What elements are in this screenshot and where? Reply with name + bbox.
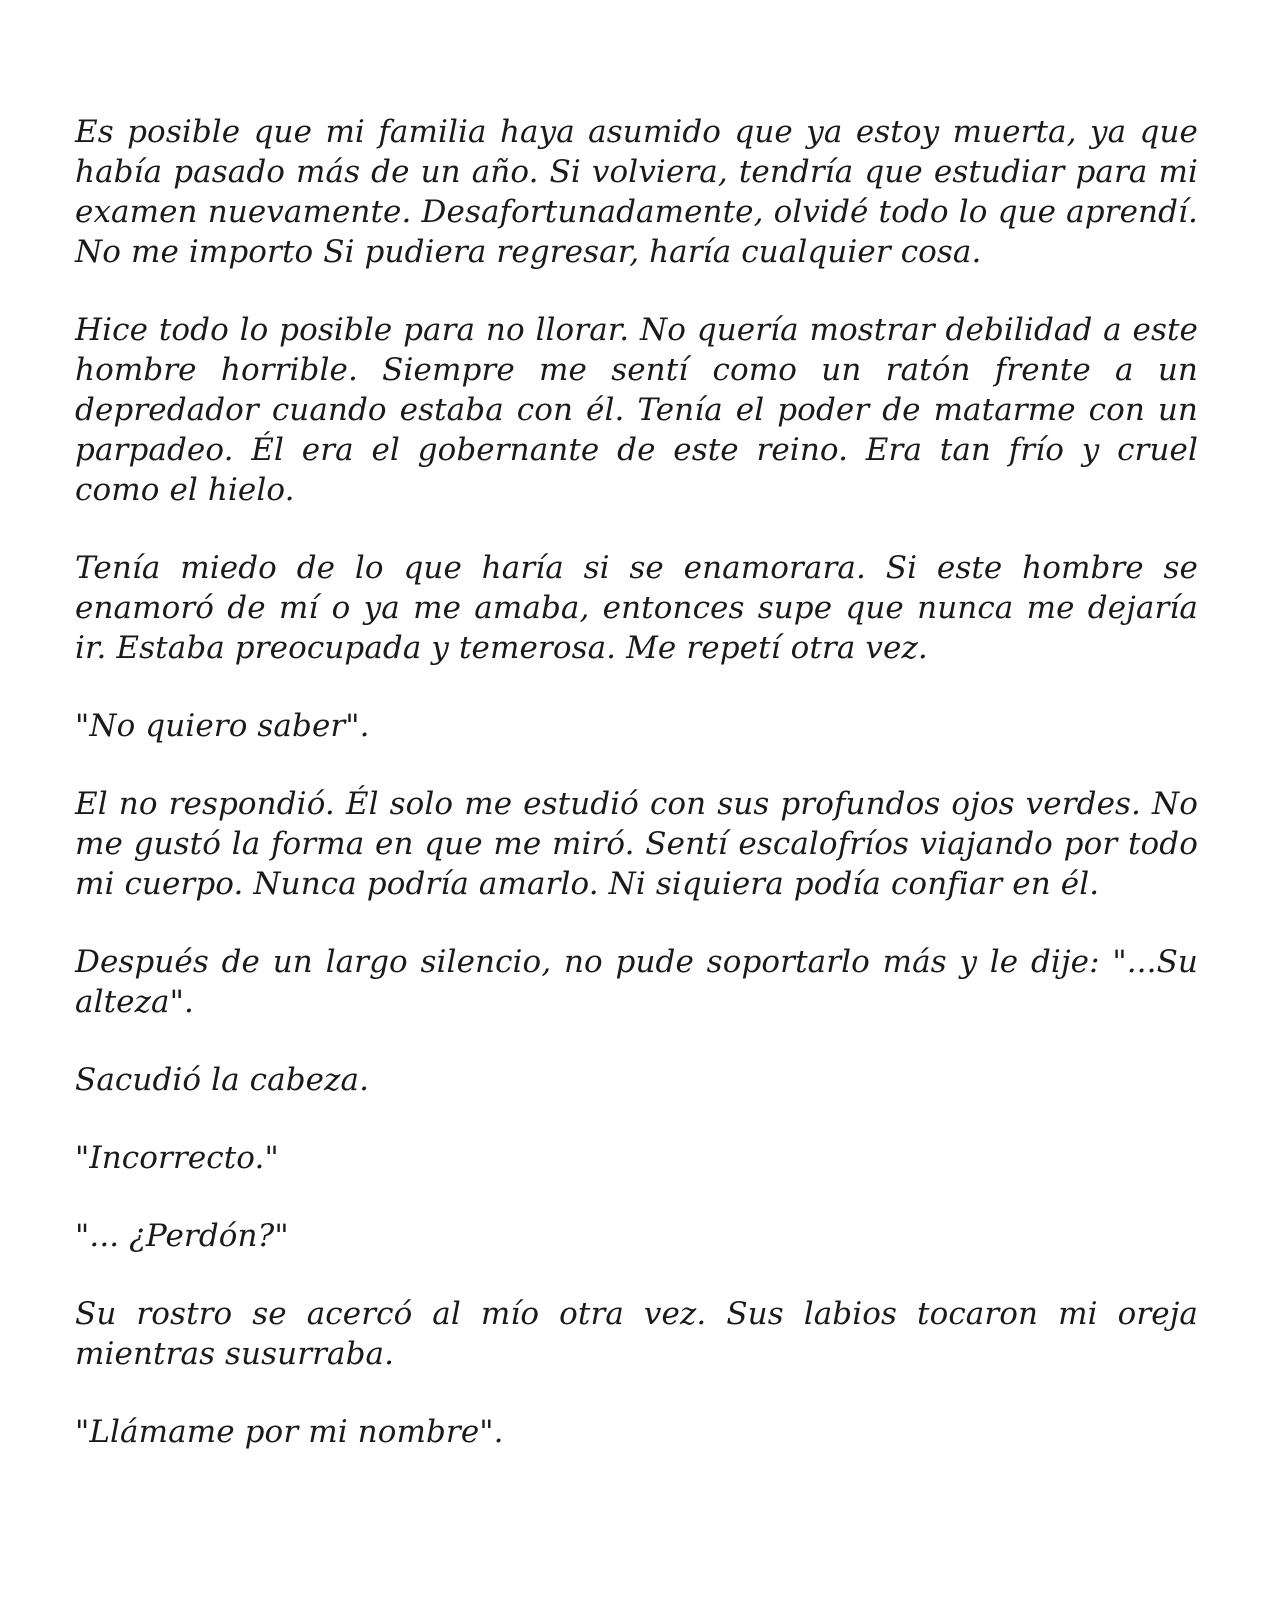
document-page	[75, 112, 1198, 1452]
dialogue-line: "... ¿Perdón?"	[75, 1218, 289, 1254]
paragraph-10: Su rostro se acercó al mío otra vez. Sus labios tocaron mi oreja mientras susurraba.	[75, 1296, 1198, 1372]
paragraph-2: Hice todo lo posible para no llorar. No quería mostrar debilidad a este hombre horrible. Siempre me sentí como un ratón frente a un depredador cuando estaba con él. Tenía el poder de matarme con un parpadeo. Él era el gobernante de este reino. Era tan frío y cruel como el hielo.	[75, 312, 1198, 508]
paragraph-6: Después de un largo silencio, no pude soportarlo más y le dije: "...Su alteza".	[75, 944, 1198, 1020]
dialogue-line: "Incorrecto."	[75, 1140, 279, 1176]
paragraph-1: Es posible que mi familia haya asumido que ya estoy muerta, ya que había pasado más de un año. Si volviera, tendría que estudiar para mi examen nuevamente. Desafortunadamente, olvidé todo lo que aprendí. No me importo Si pudiera regresar, haría cualquier cosa.	[75, 114, 1198, 270]
paragraph-5: El no respondió. Él solo me estudió con sus profundos ojos verdes. No me gustó la forma en que me miró. Sentí escalofríos viajando por todo mi cuerpo. Nunca podría amarlo. Ni siquiera podía confiar en él.	[75, 786, 1198, 902]
paragraph-3: Tenía miedo de lo que haría si se enamorara. Si este hombre se enamoró de mí o ya me amaba, entonces supe que nunca me dejaría ir. Estaba preocupada y temerosa. Me repetí otra vez.	[75, 550, 1198, 666]
dialogue-line: "Llámame por mi nombre".	[75, 1414, 504, 1450]
paragraph-7: Sacudió la cabeza.	[75, 1062, 370, 1098]
dialogue-line: "No quiero saber".	[75, 708, 370, 744]
